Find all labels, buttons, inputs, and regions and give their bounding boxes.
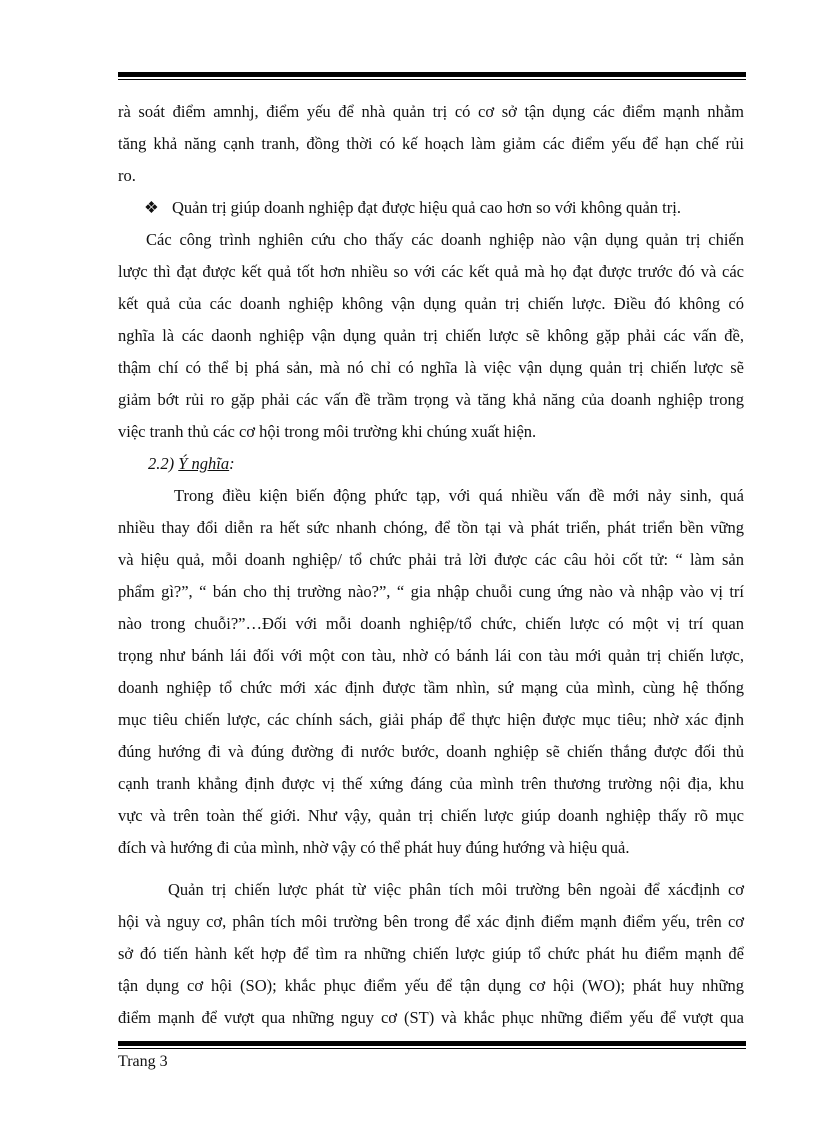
text-line: tận dụng cơ hội (SO); khắc phục điểm yếu để tận dụng cơ hội (WO); phát huy những bbox=[118, 976, 744, 995]
paragraph-research bbox=[118, 224, 744, 448]
paragraph-swot bbox=[118, 874, 744, 1034]
text-line: lược thì đạt được kết quả tốt hơn nhiều so với các kết quả mà họ đạt được trước đó và các bbox=[118, 262, 744, 281]
text-line: phẩm gì?”, “ bán cho thị trường nào?”, “ gia nhập chuỗi cung ứng nào và nhập vào vị trí bbox=[118, 582, 744, 601]
text-line: Trong điều kiện biến động phức tạp, với quá nhiều vấn đề mới nảy sinh, quá bbox=[174, 486, 744, 505]
text-line: ro. bbox=[118, 166, 136, 185]
page-body bbox=[118, 96, 744, 1034]
section-heading bbox=[118, 448, 744, 480]
text-line: đúng hướng đi và đúng đường đi nước bước, doanh nghiệp sẽ chiến thắng được đối thủ bbox=[118, 742, 744, 761]
text-line: trọng như bánh lái đối với một con tàu, nhờ có bánh lái con tàu mới quản trị chiến lược, bbox=[118, 646, 744, 665]
heading-number: 2.2) bbox=[148, 454, 175, 473]
text-line: việc tranh thủ các cơ hội trong môi trường khi chúng xuất hiện. bbox=[118, 422, 537, 441]
text-line: nào trong chuỗi?”…Đối với mỗi doanh nghiệp/tổ chức, chiến lược có một vị trí quan bbox=[118, 614, 744, 633]
heading-suffix: : bbox=[229, 454, 235, 473]
paragraph-top bbox=[118, 96, 744, 192]
heading-title: Ý nghĩa bbox=[178, 454, 230, 473]
text-line: rà soát điểm amnhj, điểm yếu để nhà quản trị có cơ sở tận dụng các điểm mạnh nhằm bbox=[118, 102, 744, 121]
text-line: giảm bớt rủi ro gặp phải các vấn đề trầm trọng và tăng khả năng của doanh nghiệp trong bbox=[118, 390, 744, 409]
text-line: Quản trị chiến lược phát từ việc phân tích môi trường bên ngoài để xácđịnh cơ bbox=[168, 880, 744, 899]
paragraph-gap bbox=[118, 864, 744, 874]
text-line: mục tiêu chiến lược, các chính sách, giải pháp để thực hiện được mục tiêu; nhờ xác định bbox=[118, 710, 744, 729]
bullet-item bbox=[118, 192, 744, 224]
text-line: nhiều thay đổi diễn ra hết sức nhanh chóng, để tồn tại và phát triển, phát triển bền vững bbox=[118, 518, 744, 537]
text-line: nghĩa là các daonh nghiệp vận dụng quản trị chiến lược sẽ không gặp phải các vấn đề, bbox=[118, 326, 744, 345]
text-line: Các công trình nghiên cứu cho thấy các doanh nghiệp nào vận dụng quản trị chiến bbox=[146, 230, 744, 249]
text-line: và hiệu quả, mỗi doanh nghiệp/ tổ chức phải trả lời được các câu hỏi cốt tử: “ làm sản bbox=[118, 550, 744, 569]
text-line: cạnh tranh khẳng định được vị thế xứng đáng của mình trên thương trường nội địa, khu bbox=[118, 774, 744, 793]
header-rule bbox=[118, 72, 746, 80]
text-line: sở đó tiến hành kết hợp để tìm ra những chiến lược giúp tổ chức phát hu điểm mạnh để bbox=[118, 944, 744, 963]
footer-rule bbox=[118, 1041, 746, 1049]
text-line: đích và hướng đi của mình, nhờ vậy có thể phát huy đúng hướng và hiệu quả. bbox=[118, 838, 630, 857]
text-line: tăng khả năng cạnh tranh, đồng thời có kế hoạch làm giảm các điểm yếu để hạn chế rủi bbox=[118, 134, 744, 153]
text-line: thậm chí có thể bị phá sản, mà nó chỉ có nghĩa là việc vận dụng quản trị chiến lược sẽ bbox=[118, 358, 744, 377]
text-line: kết quả của các doanh nghiệp không vận dụng quản trị chiến lược. Điều đó không có bbox=[118, 294, 744, 313]
paragraph-meaning bbox=[118, 480, 744, 864]
bullet-text: Quản trị giúp doanh nghiệp đạt được hiệu quả cao hơn so với không quản trị. bbox=[172, 198, 681, 217]
page-number: Trang 3 bbox=[118, 1053, 168, 1070]
text-line: hội và nguy cơ, phân tích môi trường bên trong để xác định điểm mạnh điểm yếu, trên cơ bbox=[118, 912, 744, 931]
text-line: điểm mạnh để vượt qua những nguy cơ (ST) và khắc phục những điểm yếu để vượt qua bbox=[118, 1008, 744, 1027]
text-line: vực và trên toàn thế giới. Như vậy, quản trị chiến lược giúp doanh nghiệp thấy rõ mục bbox=[118, 806, 744, 825]
diamond-bullet-icon: ❖ bbox=[144, 198, 159, 217]
text-line: doanh nghiệp tổ chức mới xác định được tầm nhìn, sứ mạng của mình, cùng hệ thống bbox=[118, 678, 744, 697]
